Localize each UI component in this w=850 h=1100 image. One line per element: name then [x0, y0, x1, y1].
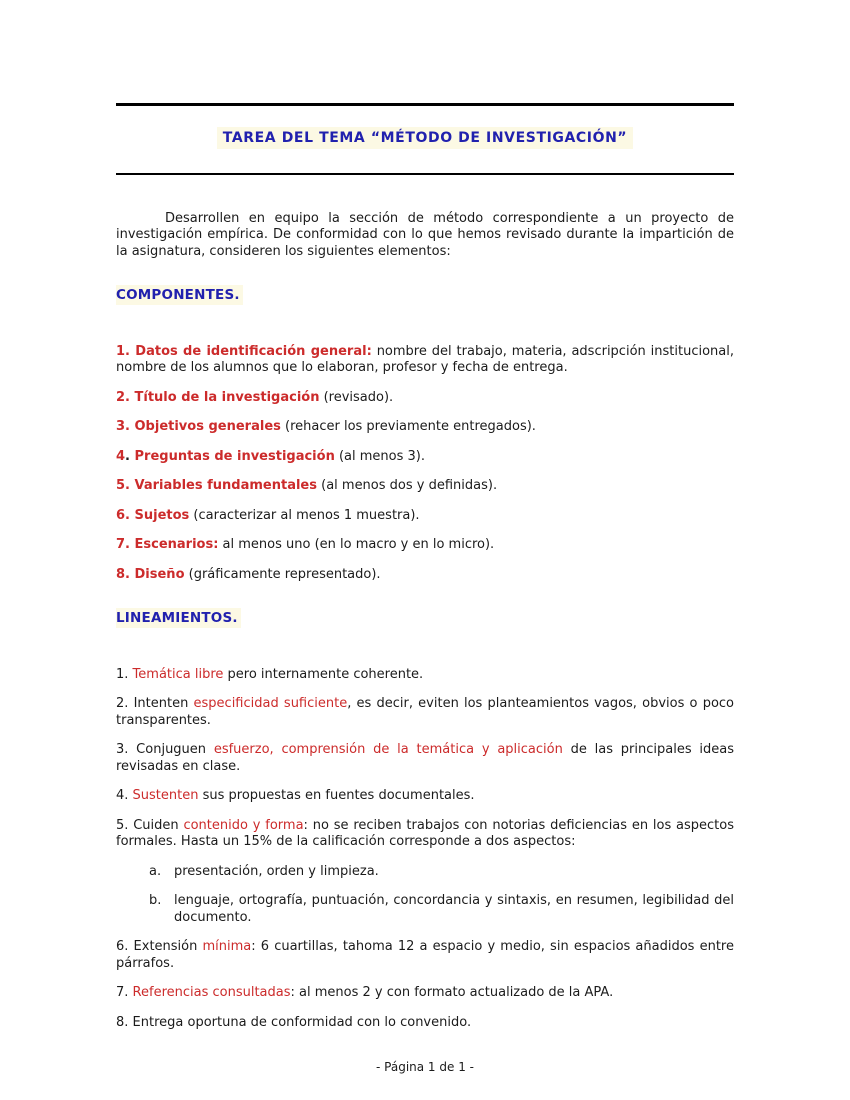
text-segment: 4. — [116, 788, 133, 803]
lineamientos-heading-text: LINEAMIENTOS. — [116, 608, 241, 628]
text-segment: 7. — [116, 985, 133, 1000]
intro-paragraph: Desarrollen en equipo la sección de método correspondiente a un proyecto de investigación empírica. De conformidad con lo que hemos revisado durante la impartición de la asignatura, consideren los siguientes elementos: — [116, 210, 734, 259]
header-bottom-rule — [116, 173, 734, 175]
sub-item-marker: b. — [149, 893, 162, 908]
text-segment: (rehacer los previamente entregados). — [280, 419, 536, 434]
text-segment: 3. Objetivos generales — [116, 419, 281, 434]
text-segment: contenido y forma — [183, 817, 304, 833]
componentes-item — [116, 537, 734, 554]
text-segment: 8. Entrega oportuna de conformidad con lo convenido. — [116, 1014, 472, 1030]
text-segment: especificidad suficiente — [193, 696, 348, 711]
text-segment: (al menos 3). — [334, 448, 425, 464]
lineamientos-item — [116, 939, 734, 972]
sub-item-marker: a. — [149, 863, 162, 879]
text-segment: 5. Variables fundamentales — [116, 478, 317, 493]
componentes-item — [116, 478, 734, 495]
text-segment: 2. Título de la investigación — [116, 389, 320, 405]
text-segment: (gráficamente representado). — [184, 566, 381, 582]
lineamientos-item — [116, 818, 734, 851]
text-segment: 6. Sujetos — [116, 507, 190, 523]
text-segment: Sustenten — [132, 788, 199, 803]
lineamientos-heading — [116, 610, 734, 627]
text-segment: . — [125, 448, 135, 464]
text-segment: lenguaje, ortografía, puntuación, concordancia y sintaxis, en resumen, legibilidad del documento. — [174, 893, 734, 925]
text-segment: (caracterizar al menos 1 muestra). — [189, 507, 420, 523]
text-segment: 3. Conjuguen — [116, 742, 214, 757]
text-segment: 1. — [116, 666, 133, 682]
text-segment: esfuerzo, comprensión de la temática y aplicación — [213, 742, 563, 757]
lineamientos-item — [116, 985, 734, 1002]
componentes-item — [116, 390, 734, 407]
text-segment: nombre del trabajo, materia, adscripción institucional, nombre de los alumnos que lo elaboran, profesor y fecha de entrega. — [116, 343, 735, 375]
lineamientos-item — [116, 667, 734, 684]
lineamientos-sub-item — [116, 864, 734, 881]
text-segment: 5. Cuiden — [116, 817, 184, 833]
text-segment: sus propuestas en fuentes documentales. — [198, 788, 475, 803]
text-segment: de las principales ideas revisadas en clase. — [116, 742, 734, 774]
text-segment: : al menos 2 y con formato actualizado de la APA. — [290, 985, 614, 1000]
text-segment: pero internamente coherente. — [223, 666, 424, 682]
lineamientos-item — [116, 696, 734, 729]
text-segment: : no se reciben trabajos con notorias deficiencias en los aspectos formales. Hasta un 15% de la calificación corresponde a dos aspectos: — [116, 817, 735, 849]
lineamientos-item — [116, 742, 734, 775]
componentes-item — [116, 508, 734, 525]
page-number-footer: - Página 1 de 1 - — [376, 1060, 474, 1074]
text-segment: (revisado). — [319, 389, 394, 405]
document-page — [116, 0, 734, 1076]
text-segment: al menos uno (en lo macro y en lo micro). — [218, 537, 495, 552]
text-segment: : 6 cuartillas, tahoma 12 a espacio y medio, sin espacios añadidos entre párrafos. — [116, 939, 734, 971]
page-title — [116, 130, 734, 147]
componentes-item — [116, 419, 734, 436]
componentes-heading — [116, 287, 734, 304]
text-segment: 2. Intenten — [116, 696, 194, 711]
text-segment: , es decir, eviten los planteamientos vagos, obvios o poco transparentes. — [116, 696, 735, 728]
text-segment: Preguntas de investigación — [134, 448, 335, 464]
lineamientos-item — [116, 1015, 734, 1032]
text-segment: (al menos dos y definidas). — [316, 478, 498, 493]
text-segment: mínima — [202, 939, 252, 954]
text-segment: presentación, orden y limpieza. — [174, 863, 379, 879]
text-segment: 8. Diseño — [116, 566, 185, 582]
text-segment: 1. Datos de identificación general: — [116, 343, 372, 359]
componentes-heading-text: COMPONENTES. — [116, 285, 243, 305]
componentes-item — [116, 567, 734, 584]
text-segment: Temática libre — [132, 666, 224, 682]
text-segment: 6. Extensión — [116, 939, 203, 954]
page-title-text: TAREA DEL TEMA “MÉTODO DE INVESTIGACIÓN” — [217, 127, 633, 149]
text-segment: Referencias consultadas — [132, 985, 291, 1000]
lineamientos-list — [116, 667, 734, 1032]
componentes-item — [116, 449, 734, 466]
componentes-item — [116, 344, 734, 377]
lineamientos-sub-item — [116, 893, 734, 926]
lineamientos-item — [116, 788, 734, 805]
text-segment: 7. Escenarios: — [116, 537, 219, 552]
header-top-rule — [116, 103, 734, 106]
componentes-list — [116, 344, 734, 584]
text-segment: 4 — [116, 448, 126, 464]
